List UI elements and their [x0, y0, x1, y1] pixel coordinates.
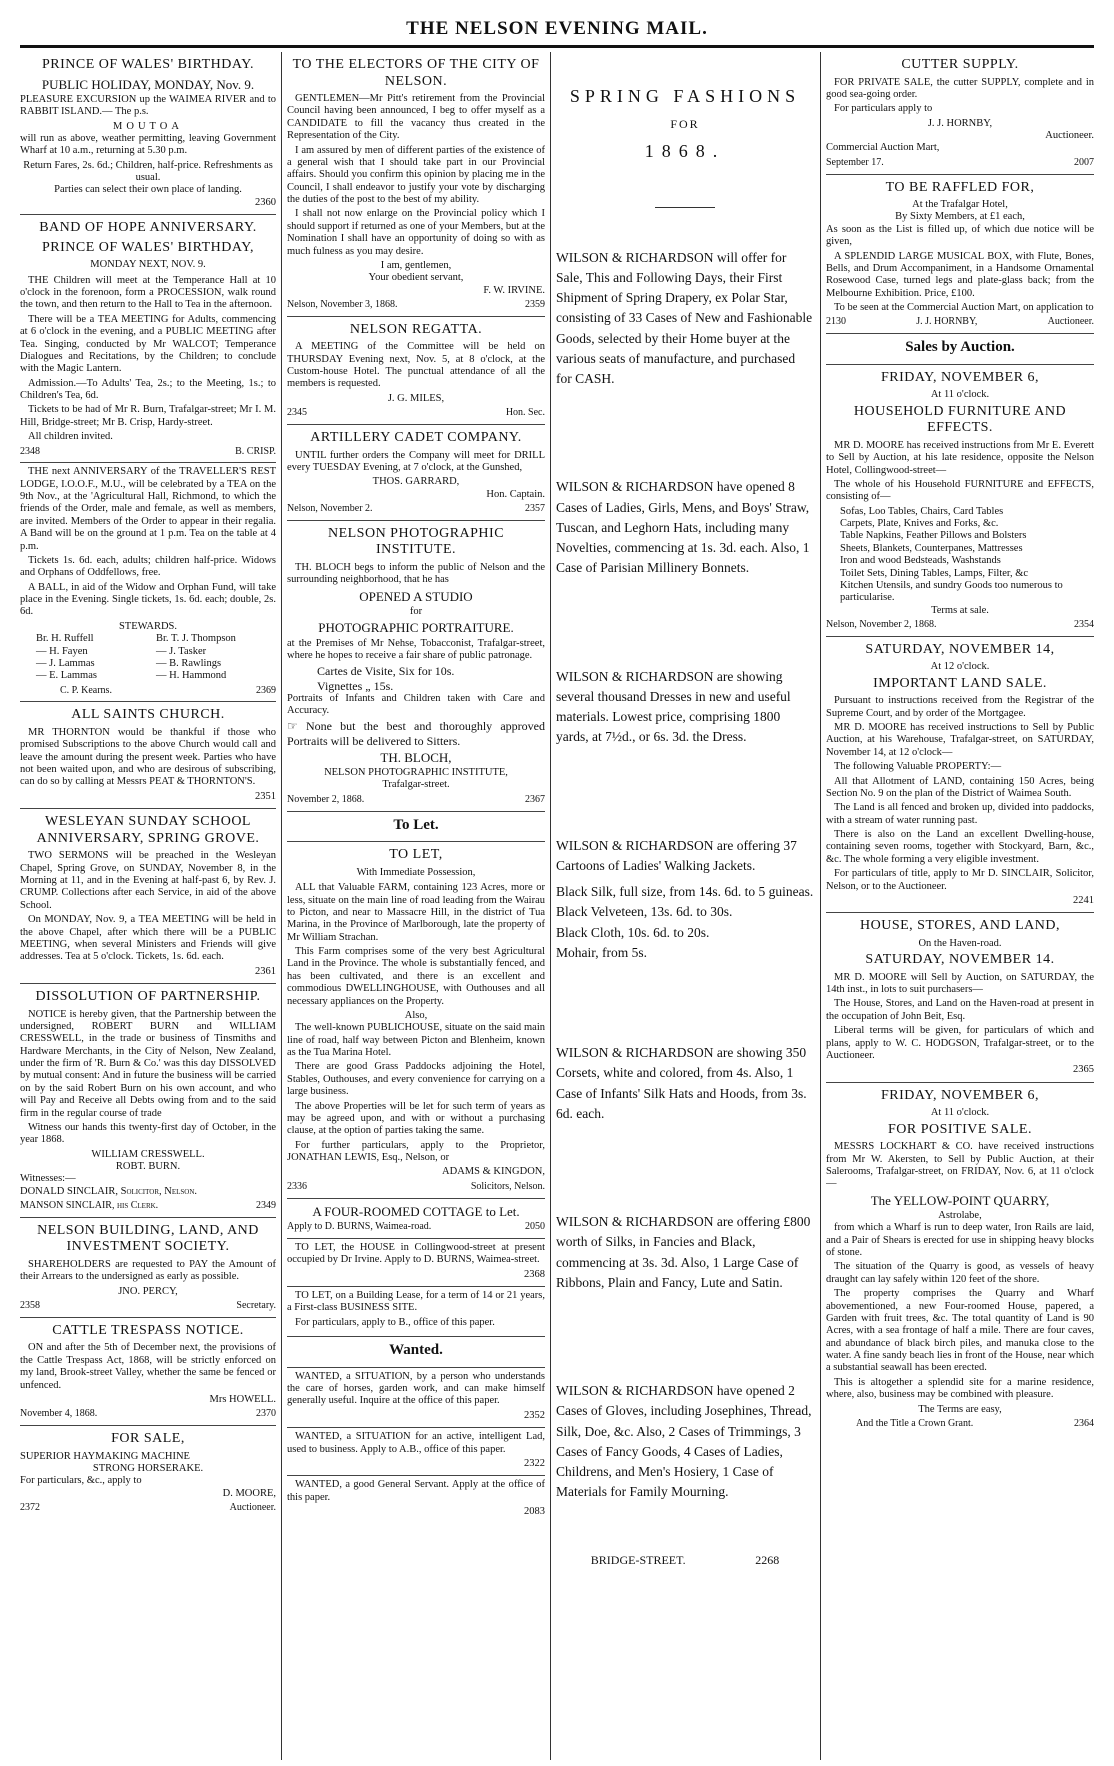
- ad-closing: I am, gentlemen,: [380, 259, 452, 271]
- ad-time: At 11 o'clock.: [930, 389, 990, 401]
- ad-land-sale: [826, 637, 1094, 913]
- ad-band-of-hope: [20, 215, 276, 463]
- ad-footer: [287, 1221, 545, 1233]
- column-divider: [550, 52, 551, 1760]
- ad-signature: THOS. GARRARD,: [372, 476, 460, 488]
- ad-place: Astrolabe,: [938, 1209, 982, 1221]
- ad-cattle-trespass: [20, 1318, 276, 1426]
- ad-footer: [20, 1200, 276, 1212]
- ad-day: FRIDAY, NOVEMBER 6,: [880, 1087, 1040, 1103]
- ad-body: I shall not now enlarge on the Provincial policy which I should support if returned as one of your Members, but at the Nomination I shall have an opportunity of doing so with as much fulness as you may desire.: [287, 208, 545, 257]
- ad-body: Portraits of Infants and Children taken with Care and Accuracy.: [287, 692, 545, 717]
- divider: [655, 207, 715, 208]
- ad-terms: And the Title a Crown Grant.: [856, 1417, 974, 1429]
- ad-heading: OPENED A STUDIO: [359, 588, 473, 604]
- ad-body: MESSRS LOCKHART & CO. have received instructions from Mr W. Akersten, to Sell by Public Auction, at their Salerooms, Trafalgar-street, on FRIDAY, Nov. 6, at 11 o'clock—: [826, 1141, 1094, 1190]
- ad-building-society: [20, 1218, 276, 1318]
- ad-heading: for: [409, 605, 423, 617]
- ad-artillery: [287, 425, 545, 521]
- ad-footer: [287, 503, 545, 515]
- ad-wesleyan: [20, 809, 276, 984]
- ad-signature: B. CRISP.: [235, 445, 276, 457]
- ad-body: For particulars apply to: [834, 103, 933, 115]
- jacket-price: Black Cloth, 10s. 6d. to 20s.: [556, 924, 710, 940]
- ad-number: 2336: [287, 1180, 307, 1192]
- ad-title: TO BE RAFFLED FOR,: [885, 179, 1035, 195]
- ad-body: from which a Wharf is run to deep water, Iron Rails are laid, and a Pair of Shears is erected for use in shipping heavy blocks of stone.: [826, 1222, 1094, 1259]
- ad-date: November 2, 1868.: [287, 793, 365, 805]
- newspaper-title: THE NELSON EVENING MAIL.: [406, 18, 708, 39]
- ad-body: WANTED, a SITUATION for an active, intelligent Lad, used to business. Apply to A.B., office of this paper.: [287, 1431, 545, 1455]
- ad-house-to-let: [287, 1239, 545, 1287]
- list-item: Table Napkins, Feather Pillows and Bolsters: [840, 530, 1027, 542]
- ad-title: FOR POSITIVE SALE.: [888, 1121, 1032, 1137]
- ad-signature: ADAMS & KINGDON,: [442, 1166, 545, 1178]
- ad-body: This is altogether a splendid site for a marine residence, where, also, business may be combined with pleasure.: [826, 1376, 1094, 1401]
- ad-title: NELSON REGATTA.: [349, 321, 483, 337]
- ad-title: FOR SALE,: [111, 1431, 185, 1447]
- ad-body: MR D. MOORE will Sell by Auction, on SATURDAY, the 14th inst., in lots to suit purchasers—: [826, 971, 1094, 996]
- ad-body: at the Premises of Mr Nehse, Tobacconist, Trafalgar-street, where he hopes to receive a fair share of public patronage.: [287, 637, 545, 662]
- ad-number: 2365: [1073, 1064, 1094, 1076]
- ad-also: Also,: [404, 1009, 428, 1021]
- price-line: Cartes de Visite, Six for 10s.: [317, 664, 455, 679]
- ad-dissolution: [20, 984, 276, 1218]
- ad-footer: [20, 1300, 276, 1312]
- fashion-item: [556, 1381, 814, 1503]
- ad-date: Nelson, November 2, 1868.: [826, 619, 937, 631]
- ad-body: STRONG HORSERAKE.: [92, 1462, 204, 1474]
- ad-signature: Mrs HOWELL.: [209, 1393, 276, 1405]
- ad-body: The property comprises the Quarry and Wharf abovementioned, a new Four-roomed House, papered, a Garden with fruit trees, &c. The total quantity of Land is 90 Acres, with a sea frontage of half a mile. There are four caves, and abundance of black birch piles, and manuka close to the water. A fine sandy beach lies in front of the House, near which a substantial seawall has been erected.: [826, 1288, 1094, 1374]
- ad-footer: [20, 1408, 276, 1420]
- fashion-item-text: WILSON & RICHARDSON are showing 350 Corsets, white and colored, from 4s. Also, 1 Case of Infants' Silk Hats and Hoods, from 3s. 6d. each.: [556, 1045, 807, 1121]
- ad-number: 2241: [1073, 894, 1094, 906]
- ad-photographic-institute: [287, 521, 545, 812]
- ad-signature: ROBT. BURN.: [115, 1161, 181, 1173]
- jacket-price: Black Velveteen, 13s. 6d. to 30s.: [556, 904, 733, 920]
- ad-role: Hon. Captain.: [486, 488, 545, 500]
- ad-day: SATURDAY, NOVEMBER 14.: [865, 952, 1055, 968]
- ad-title: TO THE ELECTORS OF THE CITY OF NELSON.: [292, 57, 540, 89]
- ad-body: GENTLEMEN—Mr Pitt's retirement from the Provincial Council having been announced, I beg to offer myself as a CANDIDATE to fill the vacancy thus created in the Representation of the City.: [287, 93, 545, 142]
- ad-terms: Terms at sale.: [931, 604, 989, 616]
- ad-time: At 12 o'clock.: [930, 661, 990, 673]
- ad-body: I am assured by men of different parties of the existence of a general wish that I should take part in our Provincial affairs. Should you confirm this opinion by placing me in the Council, I shall endeavor to justify your vote by discharging the duties of the post to the best of my ability.: [287, 144, 545, 206]
- fashion-item: [556, 836, 814, 964]
- ad-title: ARTILLERY CADET COMPANY.: [310, 430, 522, 446]
- steward-name: — J. Tasker: [156, 645, 207, 657]
- ad-signature: J. J. HORNBY,: [916, 316, 978, 328]
- ad-body: Apply to D. BURNS, Waimea-road.: [287, 1220, 432, 1232]
- ad-date: Nelson, November 3, 1868.: [287, 299, 398, 311]
- ad-body: The House, Stores, and Land on the Haven-road at present in the occupation of John Beit, Esq.: [826, 998, 1094, 1022]
- ad-body: Tickets 1s. 6d. each, adults; children half-price. Widows and Orphans of Oddfellows, free.: [20, 554, 276, 579]
- steward-name: Br. T. J. Thompson: [156, 633, 236, 645]
- ad-number: 2358: [20, 1300, 40, 1312]
- ad-date: November 4, 1868.: [20, 1408, 98, 1420]
- list-item: Kitchen Utensils, and sundry Goods too numerous to particularise.: [840, 579, 1063, 604]
- ad-footer: [20, 685, 276, 697]
- fashion-item-text: WILSON & RICHARDSON have opened 2 Cases of Gloves, including Josephines, Thread, Silk, Doe, &c. Also, 2 Cases of Trimmings, 3 Cases of Fancy Goods, 4 Cases of Ladies, Childrens, and Men's Hosiery, 1 Case of Materials for Family Mourning.: [556, 1383, 812, 1500]
- fashion-item-text: WILSON & RICHARDSON are offering 37 Cartoons of Ladies' Walking Jackets.: [556, 837, 797, 873]
- ad-body: All children invited.: [28, 431, 113, 443]
- ad-cutter-supply: [826, 52, 1094, 175]
- ad-body: UNTIL further orders the Company will meet for DRILL every TUESDAY Evening, at 7 o'clock, at the Gunshed,: [287, 449, 545, 473]
- fashion-item-text: WILSON & RICHARDSON are showing several thousand Dresses in new and useful materials. Lowest price, comprising 1800 yards, at 7½d., or 6s. 3d. the Dress.: [556, 668, 791, 745]
- ad-date: September 17.: [826, 156, 884, 168]
- ad-number: 2354: [1074, 619, 1094, 631]
- ad-signature: JNO. PERCY,: [118, 1285, 178, 1297]
- ad-cottage: [287, 1199, 545, 1239]
- ad-title: NELSON PHOTOGRAPHIC INSTITUTE.: [327, 525, 505, 558]
- furniture-list: [826, 506, 1094, 605]
- ad-farm-to-let: [287, 842, 545, 1198]
- ad-building-lease: [287, 1287, 545, 1337]
- ad-footer: [826, 316, 1094, 328]
- ad-title: NELSON BUILDING, LAND, AND INVESTMENT SOCIETY.: [37, 1222, 259, 1255]
- ad-title: CATTLE TRESPASS NOTICE.: [52, 1322, 244, 1338]
- fashion-footer: [556, 1553, 814, 1567]
- masthead-rule: [20, 45, 1094, 48]
- ad-body: The whole of his Household FURNITURE and EFFECTS, consisting of—: [826, 478, 1094, 503]
- fashion-item-text: WILSON & RICHARDSON will offer for Sale, This and Following Days, their First Shipment of Spring Drapery, ex Polar Star, consisting of 33 Cases of New and Fashionable Goods, selected by their Home buyer at the various seats of manufacture, and purchased for CASH.: [556, 249, 813, 387]
- ad-number: 2345: [287, 407, 307, 419]
- ad-household-furniture: [826, 365, 1094, 637]
- ad-number: 2361: [255, 965, 276, 977]
- ad-number: 2364: [1074, 1417, 1094, 1429]
- ad-body: For particulars, &c., apply to: [20, 1475, 142, 1487]
- ad-signature: WILLIAM CRESSWELL.: [91, 1148, 205, 1160]
- ad-body: FOR PRIVATE SALE, the cutter SUPPLY, complete and in good sea-going order.: [826, 76, 1094, 100]
- ad-day: FRIDAY, NOVEMBER 6,: [880, 369, 1040, 385]
- ad-body: Tickets to be had of Mr R. Burn, Trafalgar-street; Mr I. M. Hill, Bridge-street; Mr B. Crisp, Hardy-street.: [20, 404, 276, 428]
- ad-body: The following Valuable PROPERTY:—: [834, 761, 1002, 773]
- stewards-label: STEWARDS.: [118, 620, 178, 632]
- list-item: Toilet Sets, Dining Tables, Lamps, Filter, &c: [840, 567, 1029, 579]
- section-title: Sales by Auction.: [905, 339, 1015, 356]
- ad-title: PRINCE OF WALES' BIRTHDAY,: [41, 239, 254, 255]
- section-wanted-header: [287, 1337, 545, 1368]
- ad-body: MR THORNTON would be thankful if those who promised Subscriptions to the above Church would call and leave the amount during the present week. Parties who have not been waited upon, and who are desirous of subscribing, can do so by calling at Messrs PEAT & THORNTON'S.: [20, 726, 276, 788]
- ad-footer: [826, 1418, 1094, 1430]
- ad-title: BAND OF HOPE ANNIVERSARY.: [39, 220, 257, 236]
- ad-time: At 11 o'clock.: [930, 1107, 990, 1119]
- ad-body: The well-known PUBLICHOUSE, situate on the said main line of road, half way between Picton and Blenheim, known as the Tua Marina Hotel.: [287, 1022, 545, 1059]
- ad-travellers-rest-lodge: [20, 463, 276, 702]
- fashion-item: [556, 1212, 814, 1293]
- ad-footer: [826, 619, 1094, 631]
- fashion-for: FOR: [670, 117, 700, 132]
- ad-terms: The Terms are easy,: [918, 1403, 1002, 1415]
- ad-number: 2359: [525, 299, 545, 311]
- ad-title: TO LET,: [389, 847, 443, 863]
- jacket-price: Mohair, from 5s.: [556, 944, 647, 960]
- ship-name: MOUTOA: [113, 120, 183, 132]
- ad-number: 2370: [256, 1408, 276, 1420]
- list-item: Sheets, Blankets, Counterpanes, Mattresses: [840, 542, 1023, 554]
- ad-number: 2050: [525, 1220, 545, 1232]
- ad-title: HOUSEHOLD FURNITURE AND EFFECTS.: [853, 403, 1067, 436]
- ad-electors: [287, 52, 545, 317]
- ad-body: ALL that Valuable FARM, containing 123 Acres, more or less, situate on the main line of road leading from the Wairau to Picton, and near to Massacre Hill, in the district of Tua Marina, in the Province of Marlborough, late the property of Mr William Strachan.: [287, 882, 545, 943]
- column-divider: [820, 52, 821, 1760]
- ad-institute: NELSON PHOTOGRAPHIC INSTITUTE,: [324, 767, 508, 779]
- ad-prince-of-wales-excursion: [20, 52, 276, 215]
- ad-body: Witness our hands this twenty-first day of October, in the year 1868.: [20, 1121, 276, 1146]
- fashion-item: [556, 1043, 814, 1124]
- fashion-item-text: WILSON & RICHARDSON have opened 8 Cases of Ladies, Girls, Mens, and Boys' Straw, Tuscan, and Leghorn Hats, including many Novelties, commencing at 1s. 3d. each. Also, 1 Case of Parisian Millinery Bonnets.: [556, 479, 810, 576]
- pointing-hand-icon: ☞: [287, 719, 306, 734]
- ad-body: Pursuant to instructions received from the Registrar of the Supreme Court, and by order of the Mortgagee.: [826, 695, 1094, 719]
- ad-subtitle: At the Trafalgar Hotel,: [912, 199, 1008, 211]
- steward-name: Br. H. Ruffell: [36, 633, 94, 645]
- ad-title: HOUSE, STORES, AND LAND,: [860, 918, 1060, 934]
- ad-body: For particulars of title, apply to Mr D. SINCLAIR, Solicitor, Nelson, or to the Auctioneer.: [826, 868, 1094, 892]
- fashion-item-text: WILSON & RICHARDSON are offering £800 worth of Silks, in Fancies and Black, commencing at 3s. 3d. Also, 1 Large Case of Ribbons, Plain and Fancy, Lute and Satin.: [556, 1214, 811, 1290]
- ad-body: Liberal terms will be given, for particulars of which and plans, apply to W. C. HODGSON, Trafalgar-street, or to the Auctioneer.: [826, 1025, 1094, 1061]
- ad-day: SATURDAY, NOVEMBER 14,: [865, 641, 1055, 657]
- ad-all-saints: [20, 702, 276, 809]
- jacket-price: Black Silk, full size, from 14s. 6d. to 5 guineas.: [556, 884, 814, 900]
- ad-regatta: [287, 317, 545, 425]
- ad-number: 2357: [525, 503, 545, 515]
- witness-name: DONALD SINCLAIR, Solicitor, Nelson.: [20, 1185, 198, 1197]
- ad-signature: J. J. HORNBY,: [927, 117, 993, 129]
- ad-role: Auctioneer.: [1047, 316, 1094, 328]
- section-auction-header: [826, 334, 1094, 365]
- ad-number: 2369: [256, 684, 276, 696]
- ad-body: SUPERIOR HAYMAKING MACHINE: [20, 1450, 190, 1462]
- ad-body: There are good Grass Paddocks adjoining the Hotel, Stables, Outhouses, and every convenience for carrying on a large business.: [287, 1061, 545, 1098]
- section-to-let-header: [287, 812, 545, 843]
- ad-number: 2351: [255, 790, 276, 802]
- ad-footer: [20, 446, 276, 458]
- price-line: Vignettes „ 15s.: [317, 678, 394, 693]
- ad-body: TO LET, the HOUSE in Collingwood-street at present occupied by Dr Irvine. Apply to D. BURNS, Waimea-street.: [287, 1241, 545, 1266]
- ad-body: MR D. MOORE has received instructions to Sell by Public Auction, at his Warehouse, Trafalgar-street, on SATURDAY, November 14, at 12 o'clock—: [826, 722, 1094, 758]
- ad-body: There is also on the Land an excellent Dwelling-house, containing seven rooms, together with Stockyard, Barn, &c., &c. The whole forming a very eligible investment.: [826, 829, 1094, 865]
- ad-body: A BALL, in aid of the Widow and Orphan Fund, will take place in the Evening. Single tickets, 1s. 6d. each; double, 2s. 6d.: [20, 581, 276, 618]
- witnesses-label: Witnesses:—: [20, 1173, 76, 1185]
- ad-body: TWO SERMONS will be preached in the Wesleyan Chapel, Spring Grove, on SUNDAY, November 8, in the Morning at 11, and in the Evening at half-past 6, by Rev. J. CRUMP. Collections after each Service, in aid of the above School.: [20, 850, 276, 911]
- ad-body: THE next ANNIVERSARY of the TRAVELLER'S REST LODGE, I.O.O.F., M.U., will be celebrated by a TEA on the 9th Nov., at the 'Agricultural Hall, Richmond, to which the friends of the Order, male and female, as well as members, are invited. Members of the Order to appear in their regalia. A Band will be on the ground at 1 p.m. Tea on the table at 4 p.m.: [20, 466, 276, 552]
- fashion-item: [556, 667, 814, 748]
- ad-body: To be seen at the Commercial Auction Mart, on application to: [834, 302, 1094, 314]
- steward-name: — B. Rawlings: [156, 657, 222, 669]
- ad-signature: D. MOORE,: [222, 1487, 276, 1499]
- ad-body: For particulars, apply to B., office of this paper.: [295, 1316, 495, 1328]
- fashion-item: [556, 248, 814, 390]
- ad-body: There will be a TEA MEETING for Adults, commencing at 6 o'clock in the evening, and a PUBLIC MEETING after Tea. Singing, conducted by Mr WALCOT; Temperance Dialogues and Recitations, by the Children; to conclude with the Magic Lantern.: [20, 313, 276, 375]
- ad-body: As soon as the List is filled up, of which due notice will be given,: [826, 223, 1094, 248]
- steward-name: — J. Lammas: [36, 657, 95, 669]
- fashion-year: 1868.: [644, 141, 726, 162]
- list-item: Iron and wood Bedsteads, Washstands: [840, 555, 1001, 567]
- ad-subtitle: By Sixty Members, at £1 each,: [895, 211, 1025, 223]
- ad-body: PLEASURE EXCURSION up the WAIMEA RIVER and to RABBIT ISLAND.— The p.s.: [20, 93, 276, 118]
- ad-number: 2368: [524, 1268, 545, 1280]
- ad-closing: Your obedient servant,: [368, 272, 464, 284]
- list-item: Sofas, Loo Tables, Chairs, Card Tables: [840, 505, 1004, 517]
- ad-signature: F. W. IRVINE.: [483, 284, 545, 296]
- ad-raffle: [826, 175, 1094, 335]
- ad-body: The Land is all fenced and broken up, divided into paddocks, with a stream of water running past.: [826, 802, 1094, 826]
- ad-title: WESLEYAN SUNDAY SCHOOL ANNIVERSARY, SPRING GROVE.: [36, 814, 260, 846]
- ad-wanted-servant: [287, 1476, 545, 1523]
- column-2: [287, 52, 545, 1760]
- ad-title: PRINCE OF WALES' BIRTHDAY.: [41, 57, 254, 72]
- ad-subtitle: MONDAY NEXT, NOV. 9.: [90, 259, 206, 271]
- ad-note: Parties can select their own place of landing.: [54, 184, 242, 196]
- ad-footer: [287, 299, 545, 311]
- ad-mart: Commercial Auction Mart,: [826, 142, 940, 154]
- ad-number: 2130: [826, 316, 846, 328]
- ad-role: Solicitors, Nelson.: [470, 1180, 545, 1192]
- ad-footer: [20, 1502, 276, 1514]
- ad-heading: The YELLOW-POINT QUARRY,: [870, 1192, 1050, 1208]
- ad-body: The above Properties will be let for such term of years as may be agreed upon, and with or without a purchasing clause, at the option of parties taking the same.: [287, 1100, 545, 1137]
- ad-body: NOTICE is hereby given, that the Partnership between the undersigned, ROBERT BURN and WILLIAM CRESSWELL, in the trade or business of Tinsmiths and Hardware Merchants, in the City of Nelson, New Zealand, under the firm of 'R. Burn & Co.' was this day DISSOLVED by mutual consent: And in future the business will be carried on by the said Robert Burn on his own account, and who will Pay and Receive all Debts owing from and to the said firm in the regular course of trade: [20, 1008, 276, 1119]
- ad-title: IMPORTANT LAND SALE.: [873, 675, 1047, 691]
- ad-number: 2349: [256, 1200, 276, 1212]
- ad-body: THE Children will meet at the Temperance Hall at 10 o'clock in the forenoon, form a PROCESSION, walk round the town, and then return to the Hall to Tea in the afternoon.: [20, 274, 276, 311]
- ad-note: None but the best and thoroughly approved Portraits will be delivered to Sitters.: [287, 719, 545, 748]
- list-item: Carpets, Plate, Knives and Forks, &c.: [840, 518, 999, 530]
- ad-body: will run as above, weather permitting, leaving Government Wharf at 10 a.m., returning at 5.30 p.m.: [20, 132, 276, 157]
- fashion-item: [556, 477, 814, 578]
- fashion-title: SPRING FASHIONS: [569, 86, 801, 106]
- ad-number: 2268: [755, 1552, 780, 1567]
- ad-street: Trafalgar-street.: [382, 779, 450, 791]
- ad-body: The situation of the Quarry is good, as vessels of heavy draught can lay safely within 120 feet of the shore.: [826, 1261, 1094, 1285]
- ad-role: Hon. Sec.: [505, 407, 545, 419]
- ad-body: A MEETING of the Committee will be held on THURSDAY Evening next, Nov. 5, at 8 o'clock, at the Custom-house Hotel. The punctual attendance of all the members is requested.: [287, 341, 545, 390]
- ad-footer: [287, 407, 545, 419]
- stewards-list: [20, 633, 276, 683]
- ad-body: WANTED, a SITUATION, by a person who understands the care of horses, garden work, and can make himself generally useful. Inquire at the office of this paper.: [287, 1370, 545, 1407]
- ad-number: 2083: [524, 1506, 545, 1518]
- ad-number: 2352: [524, 1409, 545, 1421]
- column-divider: [281, 52, 282, 1760]
- section-title: To Let.: [393, 816, 439, 833]
- ad-signature: J. G. MILES,: [387, 392, 445, 404]
- ad-title: CUTTER SUPPLY.: [901, 57, 1019, 72]
- ad-role: Secretary.: [236, 1300, 276, 1312]
- ad-body: SHAREHOLDERS are requested to PAY the Amount of their Arrears to the undersigned as early as possible.: [20, 1258, 276, 1283]
- ad-body: On MONDAY, Nov. 9, a TEA MEETING will be held in the above Chapel, after which there will be a PUBLIC MEETING, when several Ministers and Friends will give addresses. Tea at 5 o'clock. Tickets, 1s. 6d. each.: [20, 914, 276, 963]
- ad-body: This Farm comprises some of the very best Agricultural Land in the Province. The whole is substantially fenced, and has been cultivated, and there is an excellent and commodious DWELLINGHOUSE, with Outhouses and all necessary appliances on the Property.: [287, 946, 545, 1007]
- ad-haven-road: [826, 913, 1094, 1082]
- ad-body: A SPLENDID LARGE MUSICAL BOX, with Flute, Bones, Bells, and Drum Accompaniment, in a Handsome Ornamental Rosewood Case, turned legs and plate-glass back; from the Melbourne Exhibition. Price, £100.: [826, 250, 1094, 299]
- masthead: [0, 0, 1114, 46]
- ad-title: A FOUR-ROOMED COTTAGE to Let.: [312, 1203, 520, 1219]
- ad-address: BRIDGE-STREET.: [590, 1552, 686, 1567]
- ad-fares: Return Fares, 2s. 6d.; Children, half-price. Refreshments as usual.: [23, 159, 273, 184]
- steward-name: — H. Fayen: [36, 645, 88, 657]
- ad-body: TH. BLOCH begs to inform the public of Nelson and the surrounding neighborhood, that he has: [287, 561, 545, 586]
- steward-name: — E. Lammas: [36, 670, 97, 682]
- ad-body: TO LET, on a Building Lease, for a term of 14 or 21 years, a First-class BUSINESS SITE.: [287, 1289, 545, 1314]
- ad-footer: [287, 794, 545, 806]
- ad-wanted-lad: [287, 1428, 545, 1476]
- ad-number: 2360: [255, 196, 276, 208]
- ad-number: 2367: [525, 793, 545, 805]
- steward-name: — H. Hammond: [156, 670, 227, 682]
- ad-body: For further particulars, apply to the Proprietor, JONATHAN LEWIS, Esq., Nelson, or: [287, 1139, 545, 1164]
- ad-title: DISSOLUTION OF PARTNERSHIP.: [35, 989, 261, 1005]
- ad-subtitle: On the Haven-road.: [918, 937, 1002, 949]
- ad-yellow-point-quarry: [826, 1083, 1094, 1435]
- ad-body: WANTED, a good General Servant. Apply at the office of this paper.: [287, 1479, 545, 1503]
- column-1: [20, 52, 276, 1760]
- ad-title: ALL SAINTS CHURCH.: [71, 707, 225, 723]
- column-3-spring-fashions: [556, 52, 814, 1760]
- ad-number: 2007: [1074, 156, 1094, 168]
- ad-for-sale: [20, 1426, 276, 1519]
- ad-body: ON and after the 5th of December next, the provisions of the Cattle Trespass Act, 1868, will be strictly enforced on my land, Brook-street Valley, whether the same be fenced or unfenced.: [20, 1342, 276, 1391]
- ad-date: Nelson, November 2.: [287, 503, 373, 515]
- ad-wanted-situation: [287, 1368, 545, 1429]
- ad-number: 2372: [20, 1502, 40, 1514]
- ad-number: 2322: [524, 1457, 545, 1469]
- section-title: Wanted.: [389, 1342, 443, 1359]
- ad-body: [287, 719, 545, 747]
- steward-name: C. P. Kearns.: [60, 684, 112, 696]
- ad-body: Admission.—To Adults' Tea, 2s.; to the Meeting, 1s.; to Children's Tea, 6d.: [20, 377, 276, 401]
- ad-role: Auctioneer.: [229, 1502, 276, 1514]
- ad-number: 2348: [20, 445, 40, 457]
- ad-subtitle: PUBLIC HOLIDAY, MONDAY, Nov. 9.: [41, 76, 255, 92]
- column-4: [826, 52, 1094, 1760]
- ad-body: All that Allotment of LAND, containing 150 Acres, being Section No. 9 on the plan of the District of Waimea South.: [826, 775, 1094, 799]
- ad-heading: PHOTOGRAPHIC PORTRAITURE.: [318, 620, 514, 636]
- ad-role: Auctioneer.: [1045, 130, 1094, 142]
- ad-subtitle: With Immediate Possession,: [356, 866, 476, 878]
- ad-footer: [287, 1181, 545, 1193]
- witness-name: MANSON SINCLAIR, his Clerk.: [20, 1200, 159, 1212]
- ad-body: MR D. MOORE has received instructions from Mr E. Everett to Sell by Auction, at his late residence, opposite the Nelson Hotel, Collingwood-street—: [826, 439, 1094, 476]
- ad-footer: [826, 157, 1094, 169]
- ad-signature: TH. BLOCH,: [380, 749, 452, 765]
